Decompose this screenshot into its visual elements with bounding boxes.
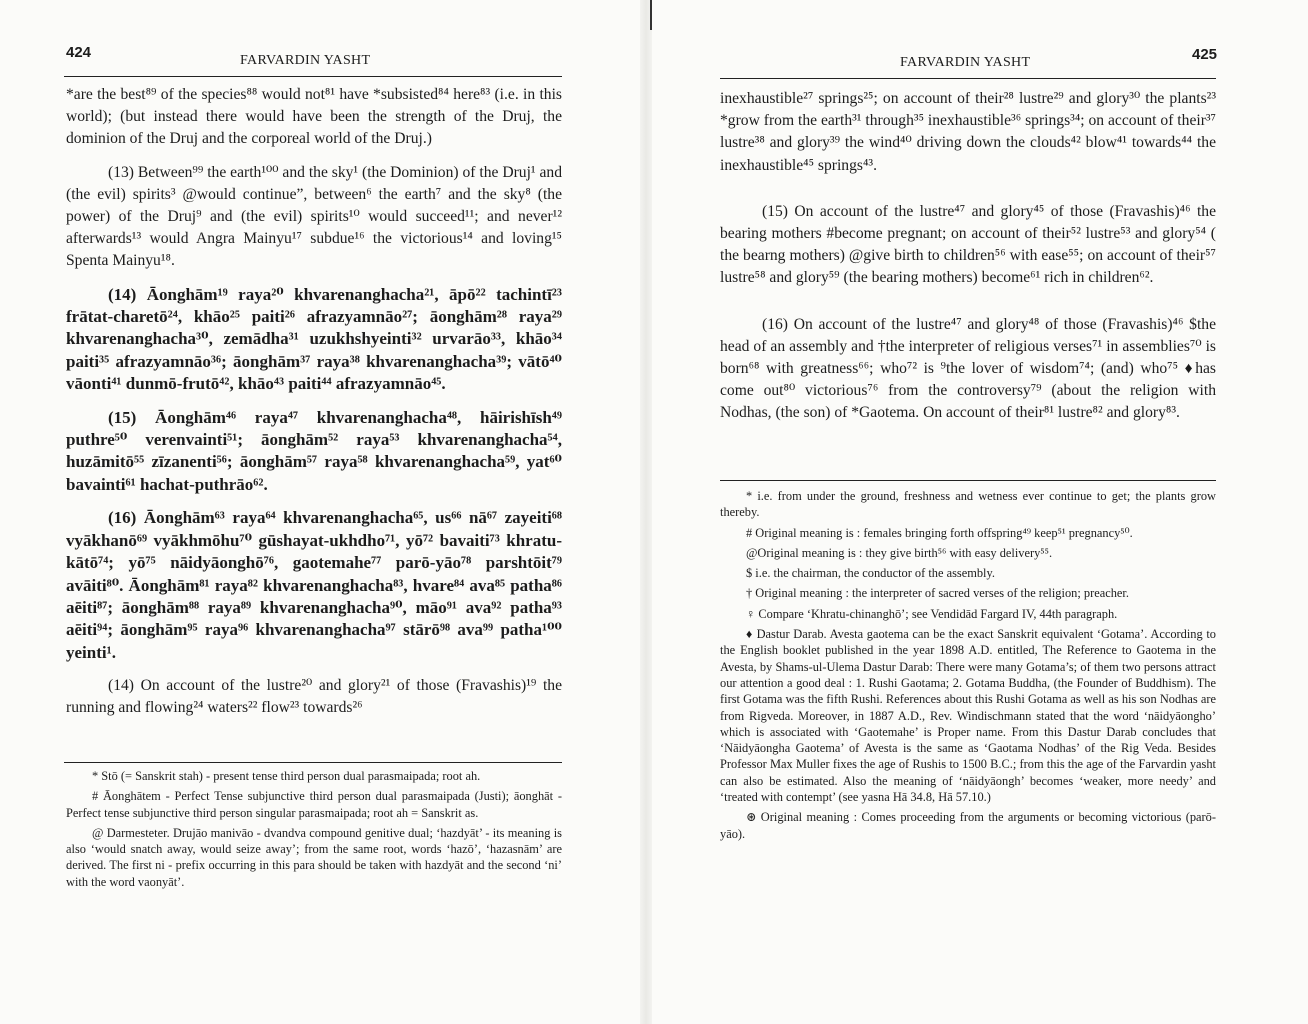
page-number: 425 (1192, 46, 1218, 63)
avesta-verse: (16) Āonghām⁶³ raya⁶⁴ khvarenanghacha⁶⁵, us⁶⁶ nā⁶⁷ zayeiti⁶⁸ vyākhanō⁶⁹ vyākhmōhu⁷⁰ gūshayat-ukhdho⁷¹, yō⁷² bavaiti⁷³ khratu-kātō⁷⁴; yō⁷⁵ nāidyāonghō⁷⁶, gaotemahe⁷⁷ parō-yāo⁷⁸ parshtōit⁷⁹ avāiti⁸⁰. Āonghām⁸¹ raya⁸² khvarenanghacha⁸³, hvare⁸⁴ ava⁸⁵ patha⁸⁶ aēiti⁸⁷; āonghām⁸⁸ raya⁸⁹ khvarenanghacha⁹⁰, māo⁹¹ ava⁹² patha⁹³ aēiti⁹⁴; āonghām⁹⁵ raya⁹⁶ khvarenanghacha⁹⁷ stārō⁹⁸ ava⁹⁹ patha¹⁰⁰ yeinti¹. (66, 508, 562, 662)
avesta-verse: (14) Āonghām¹⁹ raya²⁰ khvarenanghacha²¹, āpō²² tachintī²³ frātat-charetō²⁴, khāo²⁵ paiti²⁶ afrazyamnāo²⁷; āonghām²⁸ raya²⁹ khvarenanghacha³⁰, zemādha³¹ uzukhshyeinti³² urvarāo³³, khāo³⁴ paiti³⁵ afrazyamnāo³⁶; āonghām³⁷ raya³⁸ khvarenanghacha³⁹; vātō⁴⁰ vāonti⁴¹ dunmō-frutō⁴², khāo⁴³ paiti⁴⁴ afrazyamnāo⁴⁵. (66, 284, 562, 394)
footnote: † Original meaning : the interpreter of sacred verses of the religion; preacher. (746, 586, 1129, 601)
paragraph: (13) Between⁹⁹ the earth¹⁰⁰ and the sky¹ (the Dominion) of the Druj¹ and (the evil) spirits³ @would continue”, between⁶ the earth⁷ and the sky⁸ (the power) of the Druj⁹ and (the evil) spirits¹⁰ would succeed¹¹; and never¹² afterwards¹³ would Angra Mainyu¹⁷ subdue¹⁶ the victorious¹⁴ and loving¹⁵ Spenta Mainyu¹⁸. (66, 163, 562, 270)
footnote: ♦ Dastur Darab. Avesta gaotema can be the exact Sanskrit equivalent ‘Gotama’. According to the English booklet published in the year 1898 A.D. entitled, The Reference to Gaotema in the Avesta, by Shams-ul-Ulema Dastur Darab: There were many Gotama’s; of them two persons attract our attention a good deal : 1. Rushi Gaotama; 2. Gotama Buddha, (the Founder of Buddhism). The first Gotama was the fifth Rushi. References about this Rushi Gotama as well as his son Nodhas are from Rigveda. Moreover, in 1887 A.D., Rev. Windischmann stated that the word ‘nāidyāongho’ which is associated with ‘Gaotemahe’ is Proper name. From this Dastur Darab concludes that ‘Nāidyāongha Gaotema’ of Avesta is the same as ‘Gaotama Nodhas’ of the Rig Veda. Besides Professor Max Muller fixes the age of Rushis to 1500 B.C.; from this the age of the Farvardin yasht can also be estimated. Also the meaning of ‘nāidyāongh’ becomes ‘weaker, more needy’ and ‘treated with contempt’ (see yasna Hā 34.8, Hā 57.10.) (720, 627, 1216, 805)
right-main-text (720, 88, 1216, 436)
footnote-rule (64, 762, 562, 763)
footnote: ⊛ Original meaning : Comes proceeding from the arguments or becoming victorious (parō-yāo). (720, 810, 1216, 841)
footnote: @Original meaning is : they give birth⁵⁶ with easy delivery⁵⁵. (746, 545, 1053, 560)
running-head: FARVARDIN YASHT (900, 55, 1031, 70)
paragraph: (15) On account of the lustre⁴⁷ and glory⁴⁵ of those (Fravashis)⁴⁶ the bearing mothers #become pregnant; on account of their⁵² lustre⁵³ and glory⁵⁴ ( the bearng mothers) @give birth to children⁵⁶ with ease⁵⁵; on account of their⁵⁷ lustre⁵⁸ and glory⁵⁹ (the bearing mothers) become⁶¹ rich in children⁶². (720, 202, 1216, 287)
footnote: * Stō (= Sanskrit stah) - present tense third person dual parasmaipada; root ah. (92, 769, 481, 783)
right-footnotes (720, 488, 1216, 846)
left-main-text (66, 84, 562, 731)
header-rule (720, 78, 1216, 79)
paragraph: (16) On account of the lustre⁴⁷ and glory⁴⁸ of those (Fravashis)⁴⁶ $the head of an assembly and †the interpreter of religious verses⁷¹ in assemblies⁷⁰ is born⁶⁸ with greatness⁶⁶; who⁷² is ⁹the lover of wisdom⁷⁴; (and) who⁷⁵ ♦has come out⁸⁰ victorious⁷⁶ from the controversy⁷⁹ (about the religion with Nodhas, (the son) of *Gaotema. On account of their⁸¹ lustre⁸² and glory⁸³. (720, 315, 1216, 422)
book-gutter (640, 0, 652, 1024)
running-head: FARVARDIN YASHT (240, 53, 371, 68)
footnote: * i.e. from under the ground, freshness and wetness ever continue to get; the plants grow thereby. (720, 489, 1216, 520)
paragraph: (14) On account of the lustre²⁰ and glory²¹ of those (Fravashis)¹⁹ the running and flowing²⁴ waters²² flow²³ towards²⁶ (66, 677, 562, 717)
right-page (652, 0, 1308, 1024)
header-rule (64, 76, 562, 77)
page-number: 424 (66, 44, 92, 61)
paragraph: *are the best⁸⁹ of the species⁸⁸ would not⁸¹ have *subsisted⁸⁴ here⁸³ (i.e. in this world); (but instead there would have been the strength of the Druj, the dominion of the Druj and the corporeal world of the Druj.) (66, 86, 562, 148)
paragraph: inexhaustible²⁷ springs²⁵; on account of their²⁸ lustre²⁹ and glory³⁰ the plants²³ *grow from the earth³¹ through³⁵ inexhaustible³⁶ springs³⁴; on account of their³⁷ lustre³⁸ and glory³⁹ the wind⁴⁰ driving down the clouds⁴² blow⁴¹ towards⁴⁴ the inexhaustible⁴⁵ springs⁴³. (720, 90, 1216, 174)
footnote: # Āonghātem - Perfect Tense subjunctive third person dual parasmaipada (Justi); āonghāt - Perfect tense subjunctive third person singular parasmaipada; root ah = Sanskrit as. (66, 789, 562, 820)
footnote: # Original meaning is : females bringing forth offspring⁴⁹ keep⁵¹ pregnancy⁵⁰. (746, 525, 1133, 540)
footnote: @ Darmesteter. Drujāo manivāo - dvandva compound genitive dual; ‘hazdyāt’ - its meaning is also ‘would snatch away, would seize away’; from the same root, words ‘hazō’, ‘hazasnām’ are derived. The first ni - prefix occurring in this para should be taken with hazdyāt and the second ‘ni’ with the word vaonyāt’. (66, 825, 562, 889)
footnote-rule (720, 480, 1216, 481)
footnote: $ i.e. the chairman, the conductor of the assembly. (746, 566, 995, 581)
left-footnotes (66, 768, 562, 894)
left-page (0, 0, 640, 1024)
avesta-verse: (15) Āonghām⁴⁶ raya⁴⁷ khvarenanghacha⁴⁸, hāirishīsh⁴⁹ puthre⁵⁰ verenvainti⁵¹; āonghām⁵² raya⁵³ khvarenanghacha⁵⁴, huzāmitō⁵⁵ zīzanenti⁵⁶; āonghām⁵⁷ raya⁵⁸ khvarenanghacha⁵⁹, yat⁶⁰ bavainti⁶¹ hachat-puthrāo⁶². (66, 407, 562, 494)
footnote: ♀ Compare ‘Khratu-chinanghō’; see Vendidād Fargard IV, 44th paragraph. (746, 606, 1118, 621)
